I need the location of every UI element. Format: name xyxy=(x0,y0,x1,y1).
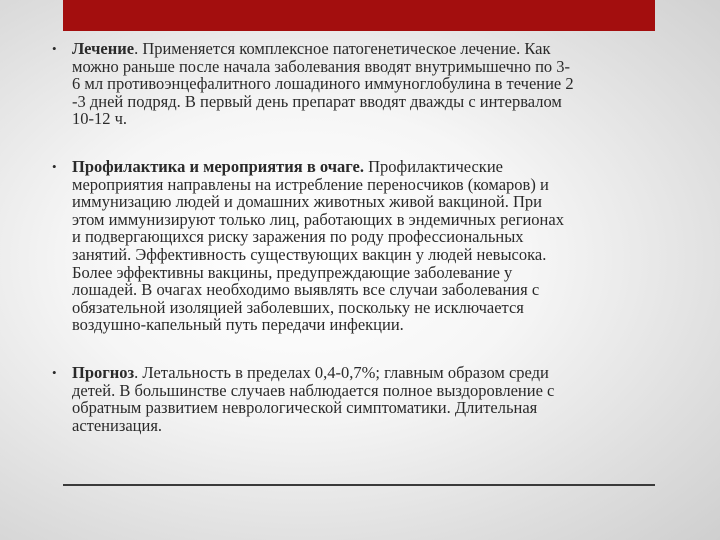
text-fragment: . Применяется комплексное патогенетическое лечение. Как xyxy=(134,39,551,58)
text-line: воздушно-капельный путь передачи инфекции. xyxy=(72,315,404,335)
text-line: занятий. Эффективность существующих вакцин у людей невысока. xyxy=(72,244,547,264)
term-treatment: Лечение xyxy=(72,39,135,58)
bullet-item-prognosis xyxy=(40,364,665,434)
top-accent-bar xyxy=(63,0,655,31)
bullet-marker: • xyxy=(52,364,57,380)
text-line: 6 мл противоэнцефалитного лошадиного иммуноглобулина в течение 2 xyxy=(72,74,574,94)
bottom-divider-line xyxy=(63,484,655,486)
text-line: Более эффективны вакцины, предупреждающие заболевание у xyxy=(72,262,513,282)
text-line: этом иммунизируют только лиц, работающих в эндемичных регионах xyxy=(72,209,564,229)
text-line: и подвергающихся риску заражения по роду профессиональных xyxy=(72,227,524,247)
term-prevention: Профилактика и мероприятия в очаге. xyxy=(72,156,364,176)
text-fragment: . Летальность в пределах 0,4-0,7%; главным образом среди xyxy=(134,362,549,382)
text-line: мероприятия направлены на истребление переносчиков (комаров) и xyxy=(72,174,549,194)
text-line: астенизация. xyxy=(72,415,163,435)
text-line: детей. В большинстве случаев наблюдается полное выздоровление с xyxy=(72,380,555,400)
bullet-marker: • xyxy=(52,41,57,56)
text-line: обратным развитием неврологической симптоматики. Длительная xyxy=(72,398,538,418)
bullet-marker: • xyxy=(52,158,57,174)
text-line: 10-12 ч. xyxy=(72,109,128,129)
bullet-item-treatment xyxy=(40,40,665,128)
text-line xyxy=(72,158,665,176)
text-line xyxy=(72,364,665,382)
text-line: иммунизацию людей и домашних животных живой вакциной. При xyxy=(72,192,542,212)
text-fragment: Профилактические xyxy=(363,156,503,176)
text-line: можно раньше после начала заболевания вводят внутримышечно по 3- xyxy=(72,56,571,76)
term-prognosis: Прогноз xyxy=(72,362,135,382)
text-line: лошадей. В очагах необходимо выявлять все случаи заболевания с xyxy=(72,280,540,300)
text-line xyxy=(72,40,665,58)
text-line: -3 дней подряд. В первый день препарат вводят дважды с интервалом xyxy=(72,91,562,111)
text-line: обязательной изоляцией заболевших, поскольку не исключается xyxy=(72,297,524,317)
slide-content xyxy=(40,40,665,434)
bullet-item-prevention xyxy=(40,158,665,334)
